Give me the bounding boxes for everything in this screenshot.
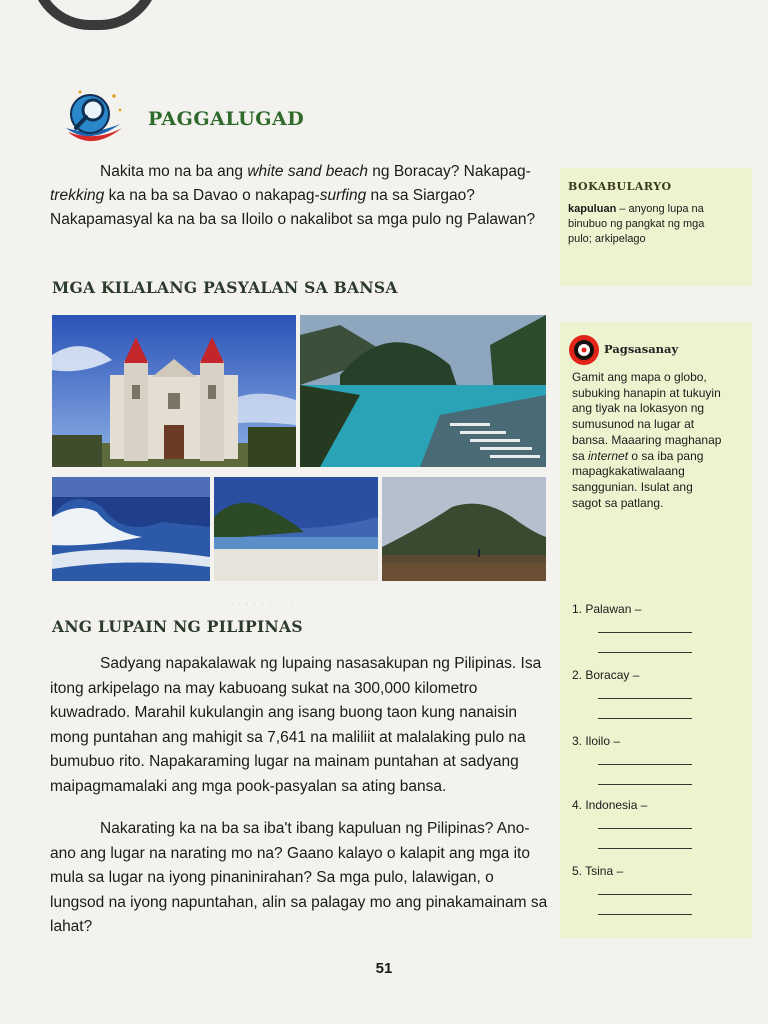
instruction-emphasis: internet xyxy=(588,448,629,463)
intro-text: ka na ba sa Davao o nakapag- xyxy=(104,187,320,204)
bleed-through: · · · · · · · · · xyxy=(230,598,295,612)
intro-emphasis: trekking xyxy=(50,187,105,204)
intro-paragraph xyxy=(50,160,550,232)
practice-instructions xyxy=(572,370,722,511)
answer-line[interactable] xyxy=(598,652,692,653)
answer-line[interactable] xyxy=(598,914,692,915)
answer-line[interactable] xyxy=(598,718,692,719)
target-icon xyxy=(568,334,600,366)
answer-line[interactable] xyxy=(598,828,692,829)
practice-item: 2. Boracay – xyxy=(572,668,640,682)
page-corner-decoration xyxy=(30,0,160,30)
answer-line[interactable] xyxy=(598,632,692,633)
magnifying-glass-icon xyxy=(62,88,128,150)
section-title: PAGGALUGAD xyxy=(148,108,305,130)
instruction-text: o sa iba pang mapagkakatiwalaang sanggunian. Isulat ang sagot sa patlang. xyxy=(572,448,704,510)
paragraph-text: Sadyang napakalawak ng lupaing nasasakupan ng Pilipinas. Isa itong arkipelago na may kabuoang sukat na 300,000 kilometro kuwadrado. Marahil kukulangin ang isang buong taon kung nanaisin mong puntahan ang mahigit sa 7,641 na maliliit at malalaking pulo na bumubuo rito. Napakaraming lugar na mainam puntahan at sadyang maipagmamalaki ang mga pook-pasyalan sa ating bansa. xyxy=(50,655,542,795)
waves-photo xyxy=(52,477,210,581)
vocabulary-box xyxy=(560,168,752,286)
answer-line[interactable] xyxy=(598,784,692,785)
lagoon-photo xyxy=(300,315,546,467)
land-paragraph-1 xyxy=(50,652,550,799)
paragraph-text: Nakarating ka na ba sa iba't ibang kapuluan ng Pilipinas? Ano-ano ang lugar na narating mo na? Gaano kalayo o kalapit ang mga ito mula sa lugar na iyong pinaninirahan? Sa mga pulo, lalawigan, o lungsod na iyong napuntahan, alin sa palagay mo ang pinakamainam sa lahat? xyxy=(50,820,548,935)
subheading-land: ANG LUPAIN NG PILIPINAS xyxy=(52,617,303,636)
vocabulary-definition xyxy=(568,202,708,247)
intro-emphasis: surfing xyxy=(319,187,367,204)
practice-item: 1. Palawan – xyxy=(572,602,642,616)
beach-photo xyxy=(214,477,378,581)
church-photo xyxy=(52,315,296,467)
answer-line[interactable] xyxy=(598,894,692,895)
subheading-tourist-spots: MGA KILALANG PASYALAN SA BANSA xyxy=(52,278,398,297)
practice-item: 3. Iloilo – xyxy=(572,734,621,748)
vocabulary-title: BOKABULARYO xyxy=(568,180,672,193)
instruction-text: Gamit ang mapa o globo, subuking hanapin at tukuyin ang tiyak na lokasyon ng sumusunod na lugar at bansa. Maaaring maghanap sa xyxy=(572,370,722,463)
mountain-photo xyxy=(382,477,546,581)
practice-item: 4. Indonesia – xyxy=(572,798,648,812)
page-number: 51 xyxy=(375,960,393,977)
land-paragraph-2 xyxy=(50,817,550,940)
photo-collage xyxy=(52,315,546,581)
practice-box xyxy=(560,322,752,938)
intro-text: Nakita mo na ba ang xyxy=(100,163,248,180)
intro-text: na sa Siargao? Nakapamasyal ka na ba sa Iloilo o nakalibot sa mga pulo ng Palawan? xyxy=(50,187,536,228)
answer-line[interactable] xyxy=(598,764,692,765)
intro-text: ng Boracay? Nakapag- xyxy=(367,163,531,180)
answer-line[interactable] xyxy=(598,698,692,699)
intro-emphasis: white sand beach xyxy=(247,163,368,180)
practice-item: 5. Tsina – xyxy=(572,864,624,878)
practice-title: Pagsasanay xyxy=(604,342,679,356)
answer-line[interactable] xyxy=(598,848,692,849)
vocabulary-meaning: – anyong lupa na binubuo ng pangkat ng mga pulo; arkipelago xyxy=(568,203,705,245)
vocabulary-term: kapuluan xyxy=(568,203,617,215)
section-header xyxy=(62,88,304,150)
